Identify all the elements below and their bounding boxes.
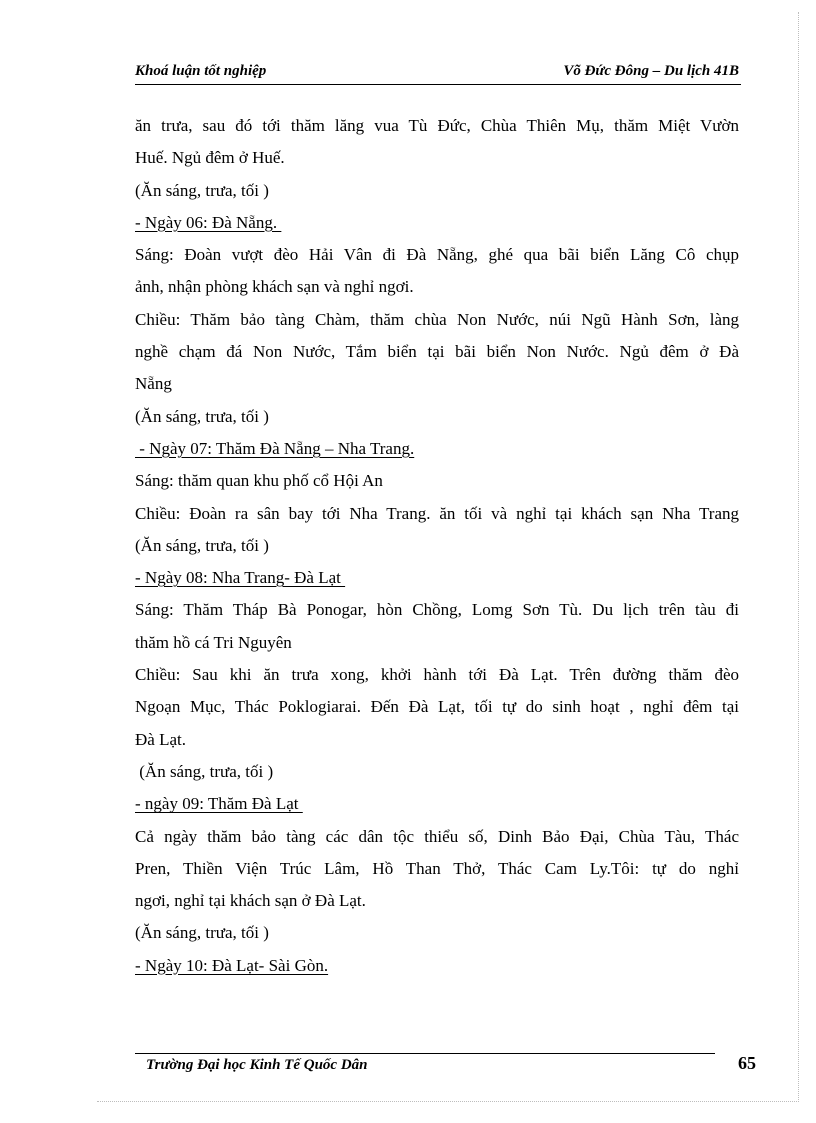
- text-line: Pren, Thiền Viện Trúc Lâm, Hồ Than Thở, Thác Cam Ly.Tôi: tự do nghỉ: [135, 858, 739, 878]
- text-line: [135, 207, 739, 239]
- text-line: [135, 950, 739, 982]
- day-heading: - Ngày 06: Đà Nẵng.: [135, 212, 282, 232]
- text-line: Sáng: thăm quan khu phố cổ Hội An: [135, 471, 383, 491]
- day-heading: - Ngày 08: Nha Trang- Đà Lạt: [135, 568, 346, 588]
- text-line: ảnh, nhận phòng khách sạn và nghỉ ngơi.: [135, 277, 414, 297]
- page-header: [135, 62, 741, 85]
- text-line: Ngoạn Mục, Thác Poklogiarai. Đến Đà Lạt, tối tự do sinh hoạt , nghỉ đêm tại: [135, 697, 739, 717]
- text-line: Đà Lạt.: [135, 729, 186, 749]
- text-line: Chiều: Thăm bảo tàng Chàm, thăm chùa Non Nước, núi Ngũ Hành Sơn, làng: [135, 309, 739, 329]
- text-line: Nẵng: [135, 374, 172, 394]
- text-line: (Ăn sáng, trưa, tối ): [135, 406, 269, 426]
- text-line: ngơi, nghỉ tại khách sạn ở Đà Lạt.: [135, 891, 366, 911]
- itinerary-body: [135, 110, 739, 982]
- text-line: Chiều: Sau khi ăn trưa xong, khởi hành tới Đà Lạt. Trên đường thăm đèo: [135, 665, 739, 685]
- text-line: (Ăn sáng, trưa, tối ): [135, 535, 269, 555]
- text-line: Cả ngày thăm bảo tàng các dân tộc thiểu số, Dinh Bảo Đại, Chùa Tàu, Thác: [135, 826, 739, 846]
- header-author: Võ Đức Đông – Du lịch 41B: [563, 63, 739, 79]
- text-line: ăn trưa, sau đó tới thăm lăng vua Tù Đức, Chùa Thiên Mụ, thăm Miệt Vườn: [135, 116, 739, 135]
- footer-university: Trường Đại học Kinh Tế Quốc Dân: [146, 1057, 368, 1073]
- text-line: [135, 562, 739, 594]
- page-number: 65: [738, 1053, 756, 1073]
- footer-rule: [135, 1053, 715, 1054]
- text-line: Chiều: Đoàn ra sân bay tới Nha Trang. ăn tối và nghỉ tại khách sạn Nha Trang: [135, 503, 739, 523]
- text-line: (Ăn sáng, trưa, tối ): [135, 761, 274, 781]
- text-line: [135, 788, 739, 820]
- text-line: (Ăn sáng, trưa, tối ): [135, 180, 269, 200]
- text-line: Sáng: Thăm Tháp Bà Ponogar, hòn Chồng, Lomg Sơn Tù. Du lịch trên tàu đi: [135, 600, 739, 620]
- header-thesis-label: Khoá luận tốt nghiệp: [135, 63, 267, 79]
- text-line: (Ăn sáng, trưa, tối ): [135, 923, 269, 943]
- text-line: [135, 433, 739, 465]
- day-heading: - Ngày 07: Thăm Đà Nẵng – Nha Trang.: [135, 438, 415, 458]
- day-heading: - Ngày 10: Đà Lạt- Sài Gòn.: [135, 955, 329, 975]
- text-line: Huế. Ngủ đêm ở Huế.: [135, 148, 285, 168]
- text-line: Sáng: Đoàn vượt đèo Hải Vân đi Đà Nẵng, ghé qua bãi biển Lăng Cô chụp: [135, 245, 739, 265]
- text-line: thăm hồ cá Tri Nguyên: [135, 632, 292, 652]
- day-heading: - ngày 09: Thăm Đà Lạt: [135, 794, 303, 814]
- text-line: nghề chạm đá Non Nước, Tắm biển tại bãi biển Non Nước. Ngủ đêm ở Đà: [135, 342, 739, 362]
